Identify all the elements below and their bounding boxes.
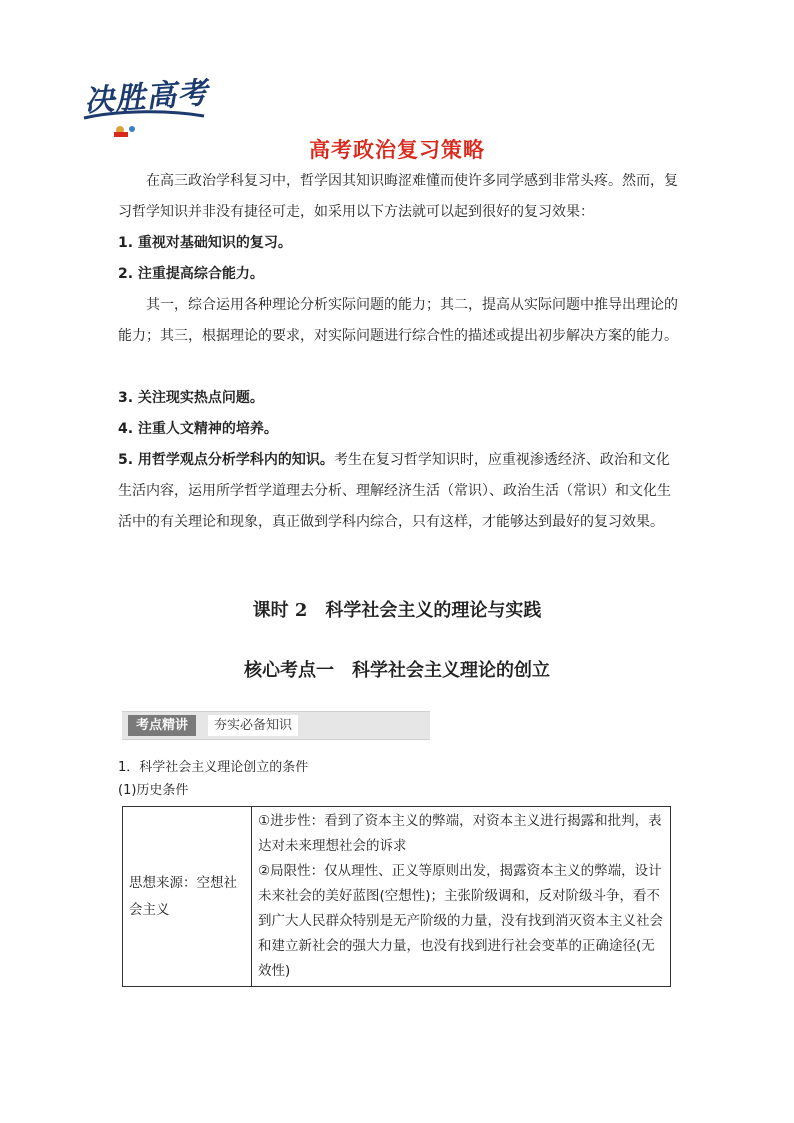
strategy-item-3: 3. 关注现实热点问题。 — [118, 390, 264, 406]
strategy-item-4: 4. 注重人文精神的培养。 — [118, 421, 278, 437]
limitation-text: ②局限性：仅从理性、正义等原则出发，揭露资本主义的弊端，设计未来社会的美好蓝图(空想性)；主张阶级调和，反对阶级斗争，看不到广大人民群众特别是无产阶级的力量，没有找到消灭资本主义社会和建立新社会的强大力量，也没有找到进行社会变革的正确途径(无效性) — [258, 863, 663, 979]
lesson-heading: 课时 2 科学社会主义的理论与实践 — [252, 600, 542, 621]
section-1-subheading: (1)历史条件 — [118, 783, 189, 798]
strategy-item-5-text: 考生在复习哲学知识时，应重视渗透经济、政治和文化生活内容，运用所学哲学道理去分析、理解经济生活（常识）、政治生活（常识）和文化生活中的有关理论和现象，真正做到学科内综合，只有这样，才能够达到最好的复习效果。 — [118, 452, 671, 530]
strategy-item-5 — [118, 445, 678, 538]
section-1-heading: 1．科学社会主义理论创立的条件 — [118, 760, 309, 775]
strategy-item-2: 2. 注重提高综合能力。 — [118, 266, 264, 282]
progressiveness-text: ①进步性：看到了资本主义的弊端，对资本主义进行揭露和批判，表达对未来理想社会的诉求 — [258, 813, 662, 854]
logo-text: 决胜高考 — [83, 75, 210, 120]
strategy-item-5-heading: 5. 用哲学观点分析学科内的知识。 — [118, 452, 334, 468]
table-label-cell: 思想来源：空想社会主义 — [123, 807, 252, 987]
table-content-cell — [252, 807, 671, 987]
table-row — [123, 807, 671, 987]
banner-subtitle: 夯实必备知识 — [208, 715, 298, 736]
banner-tag: 考点精讲 — [128, 715, 196, 736]
core-point-heading: 核心考点一 科学社会主义理论的创立 — [244, 660, 550, 681]
intro-paragraph: 在高三政治学科复习中，哲学因其知识晦涩难懂而使许多同学感到非常头疼。然而，复习哲学知识并非没有捷径可走，如采用以下方法就可以起到很好的复习效果： — [118, 173, 678, 220]
strategy-item-2-detail: 其一，综合运用各种理论分析实际问题的能力；其二，提高从实际问题中推导出理论的能力；其三，根据理论的要求，对实际问题进行综合性的描述或提出初步解决方案的能力。 — [118, 297, 678, 344]
strategy-item-1: 1. 重视对基础知识的复习。 — [118, 235, 292, 251]
historical-conditions-table — [122, 806, 671, 987]
document-title: 高考政治复习策略 — [309, 138, 485, 162]
section-banner — [122, 711, 430, 740]
